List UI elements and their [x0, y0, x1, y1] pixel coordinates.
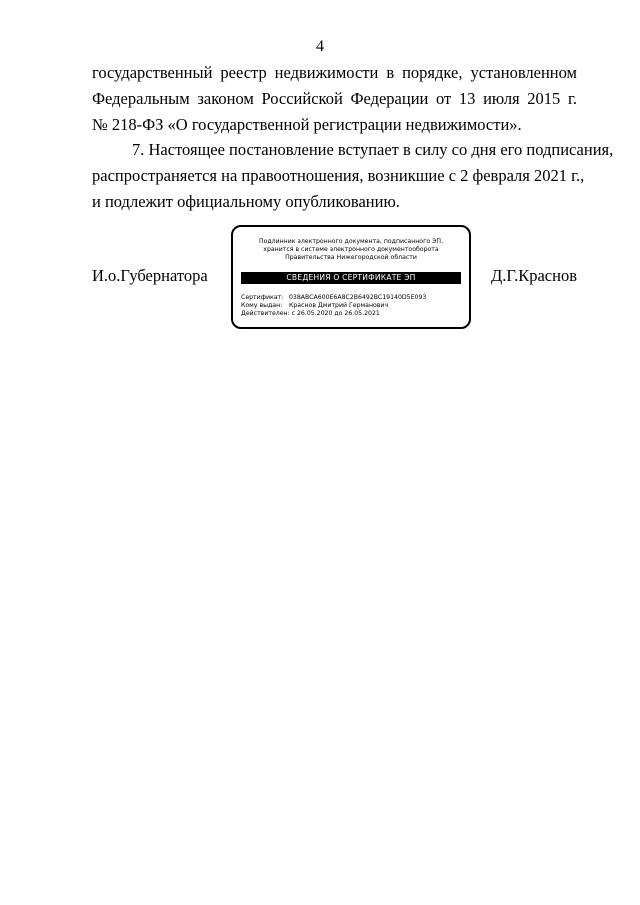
stamp-header-line: хранится в системе электронного документооборота	[263, 246, 439, 253]
stamp-title: СВЕДЕНИЯ О СЕРТИФИКАТЕ ЭП	[241, 272, 461, 284]
certificate-value: 038ABCA600E6A8C2B6492BC19140D5E093	[288, 294, 427, 301]
stamp-header	[233, 238, 469, 262]
valid-row	[241, 310, 426, 318]
text-line: № 218-ФЗ «О государственной регистрации недвижимости».	[92, 115, 522, 134]
issued-to-value: Краснов Дмитрий Германович	[288, 302, 389, 309]
text-line: Федеральным законом Российской Федерации от 13 июля 2015 г.	[92, 89, 577, 108]
certificate-label: Сертификат:	[241, 294, 284, 301]
signer-name: Д.Г.Краснов	[491, 266, 577, 285]
paragraph-entry-into-force	[92, 137, 614, 215]
issued-to-label: Кому выдан:	[241, 302, 283, 309]
stamp-header-line: Подлинник электронного документа, подписанного ЭП,	[258, 238, 444, 245]
signer-position: И.о.Губернатора	[92, 266, 208, 285]
valid-label: Действителен:	[241, 310, 290, 317]
certificate-row	[241, 294, 426, 302]
issued-to-row	[241, 302, 426, 310]
stamp-header-line: Правительства Нижегородской области	[285, 254, 417, 261]
certificate-stamp	[231, 225, 471, 329]
text-line: и подлежит официальному опубликованию.	[92, 192, 400, 211]
text-line: 7. Настоящее постановление вступает в силу со дня его подписания,	[132, 140, 614, 159]
paragraph-registry	[92, 60, 577, 138]
text-line: распространяется на правоотношения, возникшие с 2 февраля 2021 г.,	[92, 166, 585, 185]
text-line: государственный реестр недвижимости в порядке, установленном	[92, 63, 577, 82]
page-number: 4	[316, 38, 324, 55]
stamp-details	[241, 294, 426, 318]
valid-value: с 26.05.2020 до 26.05.2021	[291, 310, 380, 317]
